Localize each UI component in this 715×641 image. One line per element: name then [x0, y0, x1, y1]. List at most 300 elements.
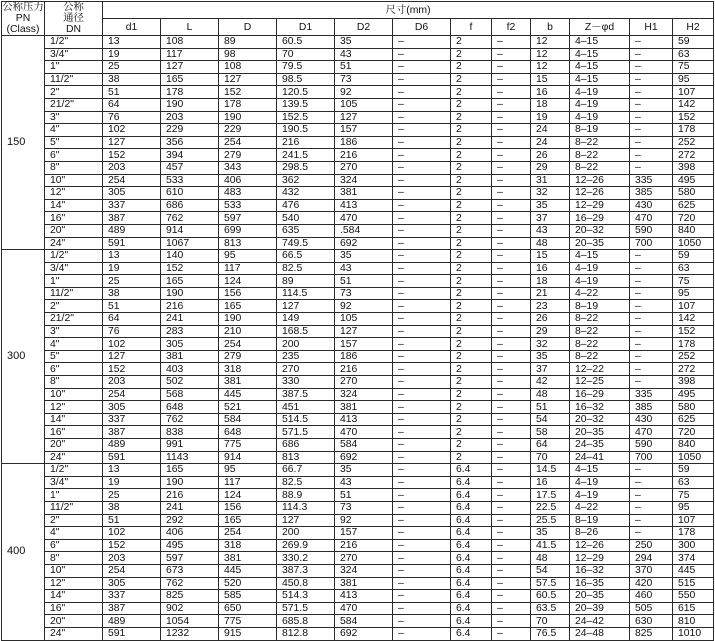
- table-body: [2, 36, 714, 641]
- cell-f: 2: [451, 174, 492, 187]
- cell-D: 533: [219, 199, 277, 212]
- cell-L: 838: [161, 426, 219, 439]
- cell-D2: 692: [335, 451, 393, 464]
- cell-D6: –: [393, 174, 451, 187]
- cell-b: 76.5: [531, 627, 570, 640]
- cell-f2: –: [492, 313, 531, 326]
- cell-d1: 387: [103, 602, 161, 615]
- cell-D2: 692: [335, 627, 393, 640]
- cell-d1: 337: [103, 413, 161, 426]
- cell-f2: –: [492, 527, 531, 540]
- cell-L: 762: [161, 577, 219, 590]
- cell-f: 2: [451, 224, 492, 237]
- cell-b: 48: [531, 388, 570, 401]
- cell-d1: 13: [103, 36, 161, 49]
- cell-f2: –: [492, 250, 531, 263]
- cell-L: 457: [161, 161, 219, 174]
- cell-z-phi-d: 12–25: [570, 376, 630, 389]
- cell-h2: 152: [673, 325, 714, 338]
- dn-cell: 21/2": [45, 313, 103, 326]
- header-col-D2: D2: [335, 19, 393, 36]
- cell-D: 775: [219, 439, 277, 452]
- cell-d1: 305: [103, 577, 161, 590]
- cell-b: 19: [531, 111, 570, 124]
- cell-d1: 25: [103, 275, 161, 288]
- cell-d1: 102: [103, 527, 161, 540]
- cell-D2: 413: [335, 199, 393, 212]
- dn-cell: 1/2": [45, 36, 103, 49]
- cell-h1: –: [630, 287, 673, 300]
- cell-D2: 216: [335, 363, 393, 376]
- cell-b: 35: [531, 350, 570, 363]
- cell-D6: –: [393, 627, 451, 640]
- cell-D2: 216: [335, 149, 393, 162]
- cell-D: 165: [219, 514, 277, 527]
- cell-b: 15: [531, 73, 570, 86]
- cell-D1: 190.5: [277, 124, 335, 137]
- cell-z-phi-d: 8–22: [570, 161, 630, 174]
- cell-h1: –: [630, 313, 673, 326]
- cell-f: 2: [451, 48, 492, 61]
- cell-f2: –: [492, 212, 531, 225]
- cell-b: 32: [531, 187, 570, 200]
- cell-h1: 700: [630, 451, 673, 464]
- cell-z-phi-d: 4–15: [570, 73, 630, 86]
- cell-D1: 812.8: [277, 627, 335, 640]
- cell-d1: 51: [103, 514, 161, 527]
- table-row: [2, 338, 714, 351]
- cell-D2: 73: [335, 501, 393, 514]
- dn-cell: 1": [45, 489, 103, 502]
- cell-z-phi-d: 4–15: [570, 36, 630, 49]
- cell-L: 406: [161, 527, 219, 540]
- cell-h2: 300: [673, 539, 714, 552]
- cell-D: 108: [219, 61, 277, 74]
- cell-D: 813: [219, 237, 277, 250]
- cell-b: 63.5: [531, 602, 570, 615]
- dn-cell: 3": [45, 111, 103, 124]
- cell-f2: –: [492, 590, 531, 603]
- dn-cell: 11/2": [45, 287, 103, 300]
- table-row: [2, 36, 714, 49]
- cell-D1: 387.5: [277, 388, 335, 401]
- cell-f: 2: [451, 350, 492, 363]
- cell-d1: 38: [103, 73, 161, 86]
- header-col-h2: H2: [673, 19, 714, 36]
- cell-h1: 370: [630, 564, 673, 577]
- class-cell: 150: [2, 36, 45, 250]
- header-col-f2: f2: [492, 19, 531, 36]
- cell-D1: 114.3: [277, 501, 335, 514]
- cell-D2: 73: [335, 287, 393, 300]
- table-row: [2, 313, 714, 326]
- cell-f2: –: [492, 564, 531, 577]
- cell-D: 650: [219, 602, 277, 615]
- table-row: [2, 61, 714, 74]
- cell-f: 2: [451, 388, 492, 401]
- cell-D2: 73: [335, 73, 393, 86]
- cell-L: 356: [161, 136, 219, 149]
- cell-D: 699: [219, 224, 277, 237]
- cell-D2: 105: [335, 98, 393, 111]
- cell-h1: 430: [630, 413, 673, 426]
- cell-d1: 305: [103, 187, 161, 200]
- cell-h2: 625: [673, 413, 714, 426]
- cell-D1: 451: [277, 401, 335, 414]
- cell-h2: 398: [673, 161, 714, 174]
- cell-b: 15: [531, 250, 570, 263]
- cell-d1: 203: [103, 161, 161, 174]
- cell-h2: 59: [673, 36, 714, 49]
- cell-b: 21: [531, 287, 570, 300]
- cell-d1: 152: [103, 363, 161, 376]
- dn-cell: 14": [45, 199, 103, 212]
- cell-L: 229: [161, 124, 219, 137]
- cell-D2: 324: [335, 564, 393, 577]
- cell-D: 165: [219, 300, 277, 313]
- cell-z-phi-d: 20–32: [570, 413, 630, 426]
- cell-D2: 35: [335, 36, 393, 49]
- cell-h1: –: [630, 111, 673, 124]
- cell-L: 241: [161, 313, 219, 326]
- cell-z-phi-d: 8–22: [570, 325, 630, 338]
- cell-b: 48: [531, 237, 570, 250]
- class-cell: 300: [2, 250, 45, 464]
- cell-f2: –: [492, 199, 531, 212]
- cell-z-phi-d: 8–22: [570, 313, 630, 326]
- cell-z-phi-d: 8–19: [570, 300, 630, 313]
- cell-L: 495: [161, 539, 219, 552]
- cell-f: 6.4: [451, 590, 492, 603]
- cell-d1: 152: [103, 149, 161, 162]
- dn-cell: 6": [45, 149, 103, 162]
- cell-h2: 1050: [673, 237, 714, 250]
- cell-D6: –: [393, 464, 451, 477]
- cell-h1: 420: [630, 577, 673, 590]
- cell-D: 95: [219, 250, 277, 263]
- cell-D2: 43: [335, 476, 393, 489]
- cell-b: 58: [531, 426, 570, 439]
- cell-h1: 460: [630, 590, 673, 603]
- cell-h2: 95: [673, 501, 714, 514]
- cell-L: 165: [161, 464, 219, 477]
- cell-D: 178: [219, 98, 277, 111]
- cell-d1: 489: [103, 615, 161, 628]
- cell-f2: –: [492, 552, 531, 565]
- cell-D: 127: [219, 73, 277, 86]
- cell-L: 502: [161, 376, 219, 389]
- cell-D6: –: [393, 124, 451, 137]
- cell-f: 2: [451, 426, 492, 439]
- cell-d1: 152: [103, 539, 161, 552]
- header-column-row: [2, 19, 714, 36]
- cell-d1: 337: [103, 199, 161, 212]
- cell-f: 2: [451, 149, 492, 162]
- cell-f2: –: [492, 501, 531, 514]
- cell-D: 445: [219, 388, 277, 401]
- cell-D: 584: [219, 413, 277, 426]
- cell-D6: –: [393, 376, 451, 389]
- dn-cell: 20": [45, 615, 103, 628]
- cell-L: 1067: [161, 237, 219, 250]
- cell-z-phi-d: 24–41: [570, 451, 630, 464]
- table-row: [2, 48, 714, 61]
- dn-cell: 4": [45, 338, 103, 351]
- cell-f2: –: [492, 388, 531, 401]
- cell-h1: 700: [630, 237, 673, 250]
- dn-cell: 1/2": [45, 464, 103, 477]
- cell-h2: 272: [673, 363, 714, 376]
- cell-f2: –: [492, 48, 531, 61]
- cell-z-phi-d: 8–19: [570, 124, 630, 137]
- cell-h2: 252: [673, 136, 714, 149]
- cell-d1: 13: [103, 464, 161, 477]
- table-row: [2, 413, 714, 426]
- cell-h1: –: [630, 61, 673, 74]
- table-row: [2, 602, 714, 615]
- cell-b: 18: [531, 98, 570, 111]
- header-col-D6: D6: [393, 19, 451, 36]
- cell-D6: –: [393, 338, 451, 351]
- dn-cell: 10": [45, 388, 103, 401]
- cell-f: 6.4: [451, 577, 492, 590]
- cell-h2: 178: [673, 338, 714, 351]
- dn-cell: 2": [45, 514, 103, 527]
- dn-cell: 3/4": [45, 262, 103, 275]
- cell-D1: 200: [277, 338, 335, 351]
- cell-b: 70: [531, 615, 570, 628]
- cell-h1: –: [630, 300, 673, 313]
- cell-D2: 92: [335, 514, 393, 527]
- cell-f: 6.4: [451, 539, 492, 552]
- cell-f: 2: [451, 338, 492, 351]
- cell-h1: –: [630, 48, 673, 61]
- cell-D1: 685.8: [277, 615, 335, 628]
- cell-h2: 142: [673, 313, 714, 326]
- cell-D: 124: [219, 489, 277, 502]
- dn-cell: 1": [45, 275, 103, 288]
- cell-d1: 591: [103, 237, 161, 250]
- cell-d1: 64: [103, 313, 161, 326]
- cell-D: 190: [219, 313, 277, 326]
- cell-D1: 200: [277, 527, 335, 540]
- cell-z-phi-d: 8–22: [570, 149, 630, 162]
- cell-L: 403: [161, 363, 219, 376]
- cell-h1: 630: [630, 615, 673, 628]
- cell-h2: 580: [673, 401, 714, 414]
- dn-cell: 8": [45, 376, 103, 389]
- cell-D2: 470: [335, 212, 393, 225]
- cell-L: 203: [161, 111, 219, 124]
- cell-z-phi-d: 16–29: [570, 212, 630, 225]
- cell-h2: 398: [673, 376, 714, 389]
- cell-z-phi-d: 12–26: [570, 187, 630, 200]
- cell-D2: 584: [335, 615, 393, 628]
- cell-d1: 305: [103, 401, 161, 414]
- dn-cell: 3/4": [45, 48, 103, 61]
- cell-D1: 127: [277, 300, 335, 313]
- cell-f2: –: [492, 275, 531, 288]
- table-row: [2, 464, 714, 477]
- cell-h1: –: [630, 262, 673, 275]
- cell-f2: –: [492, 300, 531, 313]
- dn-cell: 24": [45, 237, 103, 250]
- dn-cell: 3": [45, 325, 103, 338]
- cell-f: 2: [451, 275, 492, 288]
- cell-D1: 571.5: [277, 426, 335, 439]
- cell-f2: –: [492, 98, 531, 111]
- cell-D2: 43: [335, 48, 393, 61]
- cell-h1: –: [630, 124, 673, 137]
- dn-cell: 12": [45, 577, 103, 590]
- cell-h1: –: [630, 36, 673, 49]
- table-row: [2, 350, 714, 363]
- cell-D2: 270: [335, 552, 393, 565]
- cell-b: 23: [531, 300, 570, 313]
- cell-z-phi-d: 4–22: [570, 287, 630, 300]
- cell-D6: –: [393, 275, 451, 288]
- cell-z-phi-d: 24–35: [570, 439, 630, 452]
- cell-f: 6.4: [451, 464, 492, 477]
- cell-h1: –: [630, 464, 673, 477]
- cell-h2: 625: [673, 199, 714, 212]
- cell-h1: 385: [630, 187, 673, 200]
- table-row: [2, 539, 714, 552]
- dn-cell: 6": [45, 539, 103, 552]
- cell-h2: 75: [673, 61, 714, 74]
- cell-f: 2: [451, 413, 492, 426]
- cell-D6: –: [393, 514, 451, 527]
- cell-D1: 514.5: [277, 413, 335, 426]
- cell-f: 6.4: [451, 527, 492, 540]
- cell-D6: –: [393, 48, 451, 61]
- cell-L: 597: [161, 552, 219, 565]
- cell-b: 16: [531, 86, 570, 99]
- cell-D1: 60.5: [277, 36, 335, 49]
- cell-z-phi-d: 12–29: [570, 199, 630, 212]
- table-row: [2, 86, 714, 99]
- cell-D2: 186: [335, 350, 393, 363]
- cell-D6: –: [393, 602, 451, 615]
- cell-h2: 615: [673, 602, 714, 615]
- cell-L: 991: [161, 439, 219, 452]
- cell-h2: 374: [673, 552, 714, 565]
- cell-D1: 235: [277, 350, 335, 363]
- cell-D: 445: [219, 564, 277, 577]
- cell-h2: 95: [673, 287, 714, 300]
- cell-f: 6.4: [451, 615, 492, 628]
- cell-D6: –: [393, 149, 451, 162]
- cell-b: 16: [531, 476, 570, 489]
- cell-h2: 840: [673, 439, 714, 452]
- cell-h2: 75: [673, 489, 714, 502]
- cell-f2: –: [492, 124, 531, 137]
- cell-z-phi-d: 4–19: [570, 476, 630, 489]
- dn-cell: 16": [45, 426, 103, 439]
- cell-D2: 584: [335, 439, 393, 452]
- cell-L: 1143: [161, 451, 219, 464]
- cell-h2: 810: [673, 615, 714, 628]
- cell-f: 2: [451, 300, 492, 313]
- cell-D2: 51: [335, 275, 393, 288]
- cell-b: 43: [531, 224, 570, 237]
- header-dn: [45, 2, 103, 36]
- cell-h1: –: [630, 363, 673, 376]
- cell-f2: –: [492, 376, 531, 389]
- cell-b: 24: [531, 136, 570, 149]
- cell-f2: –: [492, 149, 531, 162]
- table-row: [2, 111, 714, 124]
- cell-h2: 63: [673, 48, 714, 61]
- cell-L: 190: [161, 476, 219, 489]
- cell-D: 254: [219, 136, 277, 149]
- cell-h2: 1010: [673, 627, 714, 640]
- cell-D: 152: [219, 86, 277, 99]
- cell-f: 2: [451, 212, 492, 225]
- cell-h1: –: [630, 86, 673, 99]
- cell-f2: –: [492, 237, 531, 250]
- cell-d1: 254: [103, 174, 161, 187]
- cell-f: 6.4: [451, 602, 492, 615]
- class-cell: 400: [2, 464, 45, 640]
- cell-z-phi-d: 20–35: [570, 426, 630, 439]
- table-row: [2, 590, 714, 603]
- cell-f: 6.4: [451, 552, 492, 565]
- cell-h2: 445: [673, 564, 714, 577]
- cell-h1: –: [630, 338, 673, 351]
- cell-D6: –: [393, 350, 451, 363]
- dn-cell: 3/4": [45, 476, 103, 489]
- dn-cell: 21/2": [45, 98, 103, 111]
- header-col-f: f: [451, 19, 492, 36]
- cell-f: 6.4: [451, 489, 492, 502]
- dn-cell: 8": [45, 161, 103, 174]
- dn-cell: 1": [45, 61, 103, 74]
- cell-D6: –: [393, 489, 451, 502]
- cell-d1: 102: [103, 338, 161, 351]
- cell-f2: –: [492, 489, 531, 502]
- table-row: [2, 363, 714, 376]
- table-row: [2, 552, 714, 565]
- cell-f2: –: [492, 439, 531, 452]
- dn-cell: 11/2": [45, 501, 103, 514]
- cell-D: 483: [219, 187, 277, 200]
- cell-D1: 298.5: [277, 161, 335, 174]
- cell-L: 394: [161, 149, 219, 162]
- cell-d1: 25: [103, 61, 161, 74]
- cell-D2: 43: [335, 262, 393, 275]
- table-row: [2, 451, 714, 464]
- cell-h1: –: [630, 527, 673, 540]
- cell-h1: –: [630, 136, 673, 149]
- cell-D2: 324: [335, 388, 393, 401]
- cell-h1: –: [630, 376, 673, 389]
- cell-D2: 127: [335, 111, 393, 124]
- cell-f: 2: [451, 36, 492, 49]
- cell-f2: –: [492, 61, 531, 74]
- table-row: [2, 73, 714, 86]
- table-row: [2, 325, 714, 338]
- cell-L: 825: [161, 590, 219, 603]
- cell-D6: –: [393, 86, 451, 99]
- cell-z-phi-d: 4–19: [570, 98, 630, 111]
- cell-b: 48: [531, 552, 570, 565]
- cell-z-phi-d: 20–32: [570, 224, 630, 237]
- cell-L: 190: [161, 98, 219, 111]
- cell-L: 1054: [161, 615, 219, 628]
- cell-d1: 591: [103, 627, 161, 640]
- cell-z-phi-d: 12–26: [570, 174, 630, 187]
